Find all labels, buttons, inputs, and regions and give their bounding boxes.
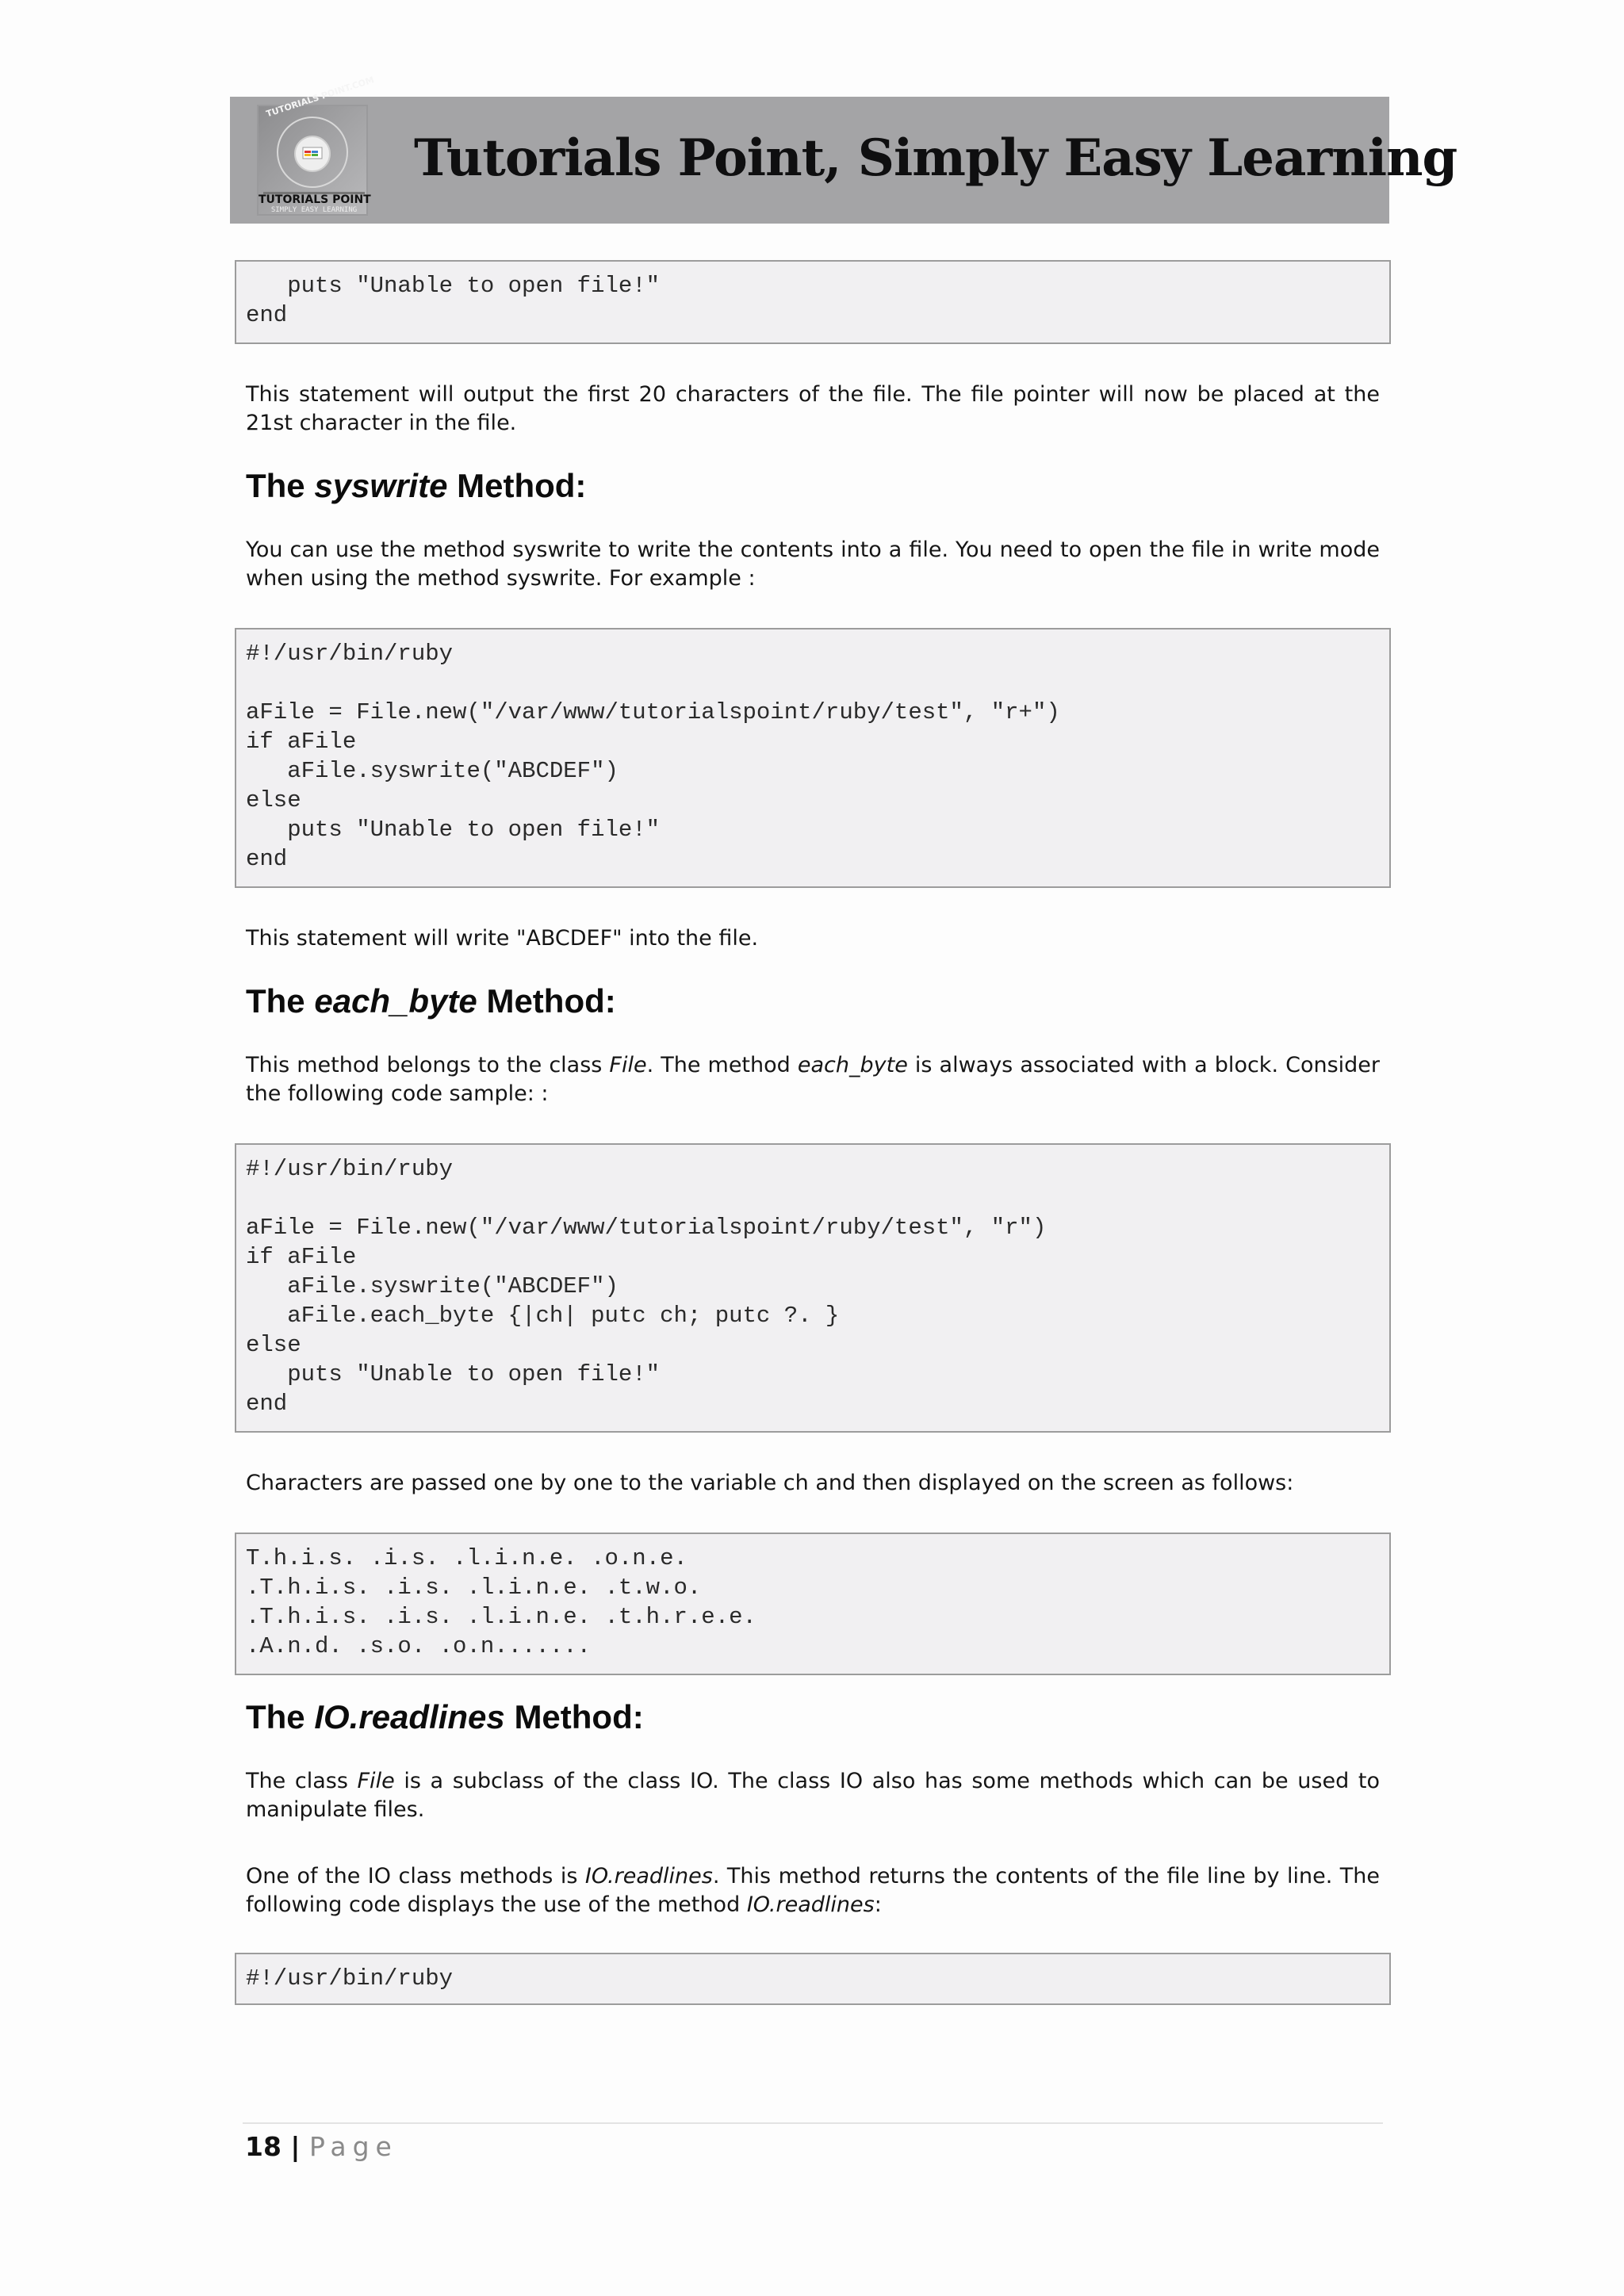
logo-name: TUTORIALS POINT <box>259 193 371 206</box>
paragraph <box>235 1862 1391 1919</box>
code-block: #!/usr/bin/ruby aFile = File.new("/var/www/tutorialspoint/ruby/test", "r+") if aFile aFile.syswrite("ABCDEF") else puts "Unable to open file!" end <box>235 628 1391 888</box>
footer-divider <box>243 2122 1383 2124</box>
heading-text: The <box>246 982 315 1020</box>
paragraph: This statement will output the first 20 characters of the file. The file pointer will now be placed at the 21st character in the file. <box>246 382 1380 435</box>
text-run: . The method <box>646 1053 798 1077</box>
text-run-italic: IO.readlines <box>746 1892 875 1917</box>
text-run-italic: File <box>609 1053 647 1077</box>
heading-method-name: each_byte <box>314 982 477 1020</box>
page-header <box>230 75 1457 224</box>
page-footer <box>245 2131 398 2163</box>
tutorialspoint-logo <box>257 75 376 216</box>
text-run-italic: IO.readlines <box>584 1864 713 1888</box>
page-header-title: Tutorials Point, Simply Easy Learning <box>414 128 1457 188</box>
text-run: One of the IO class methods is <box>246 1864 585 1888</box>
logo-arc-text: TUTORIALS POINT.COM <box>265 75 376 120</box>
page-separator: | <box>281 2131 309 2162</box>
heading-text: The <box>246 467 315 504</box>
text-run: : <box>874 1892 882 1917</box>
heading-text: Method: <box>447 467 587 504</box>
text-run: is a subclass of the class IO. The class IO also has some methods which can be used to manipulate files. <box>246 1769 1380 1822</box>
page-number: 18 <box>245 2131 282 2162</box>
section-heading-io-readlines <box>235 1697 1391 1737</box>
logo-tagline: SIMPLY EASY LEARNING <box>270 206 358 214</box>
heading-method-name: syswrite <box>314 467 448 504</box>
text-run: The class <box>246 1769 358 1793</box>
heading-text: Method: <box>477 982 616 1020</box>
paragraph: Characters are passed one by one to the variable ch and then displayed on the screen as follows: <box>246 1471 1294 1495</box>
page-content <box>235 260 1391 2005</box>
page-label: Page <box>308 2131 398 2162</box>
heading-text: Method: <box>504 1698 644 1735</box>
code-block: #!/usr/bin/ruby <box>235 1953 1391 2005</box>
paragraph <box>235 1051 1391 1108</box>
code-block: #!/usr/bin/ruby aFile = File.new("/var/www/tutorialspoint/ruby/test", "r") if aFile aFile.syswrite("ABCDEF") aFile.each_byte {|ch| putc ch; putc ?. } else puts "Unable to open file!" end <box>235 1143 1391 1433</box>
paragraph: You can use the method syswrite to write the contents into a file. You need to open the file in write mode when using the method syswrite. For example : <box>246 538 1380 591</box>
code-block: puts "Unable to open file!" end <box>235 260 1391 344</box>
text-run: This method belongs to the class <box>246 1053 610 1077</box>
text-run: . This method returns the contents of the file line by line. The following code displays the use of the method <box>246 1864 1380 1917</box>
text-run-italic: each_byte <box>797 1053 908 1077</box>
text-run-italic: File <box>357 1769 395 1793</box>
paragraph: This statement will write "ABCDEF" into the file. <box>246 926 759 951</box>
heading-method-name: IO.readlines <box>314 1698 505 1735</box>
section-heading-each-byte <box>235 982 1391 1021</box>
text-run: is always associated with a block. Consider the following code sample: : <box>246 1053 1380 1106</box>
section-heading-syswrite <box>235 466 1391 506</box>
paragraph <box>235 1767 1391 1824</box>
output-block: T.h.i.s. .i.s. .l.i.n.e. .o.n.e. .T.h.i.s. .i.s. .l.i.n.e. .t.w.o. .T.h.i.s. .i.s. .l.i.n.e. .t.h.r.e.e. .A.n.d. .s.o. .o.n....... <box>235 1533 1391 1675</box>
heading-text: The <box>246 1698 315 1735</box>
